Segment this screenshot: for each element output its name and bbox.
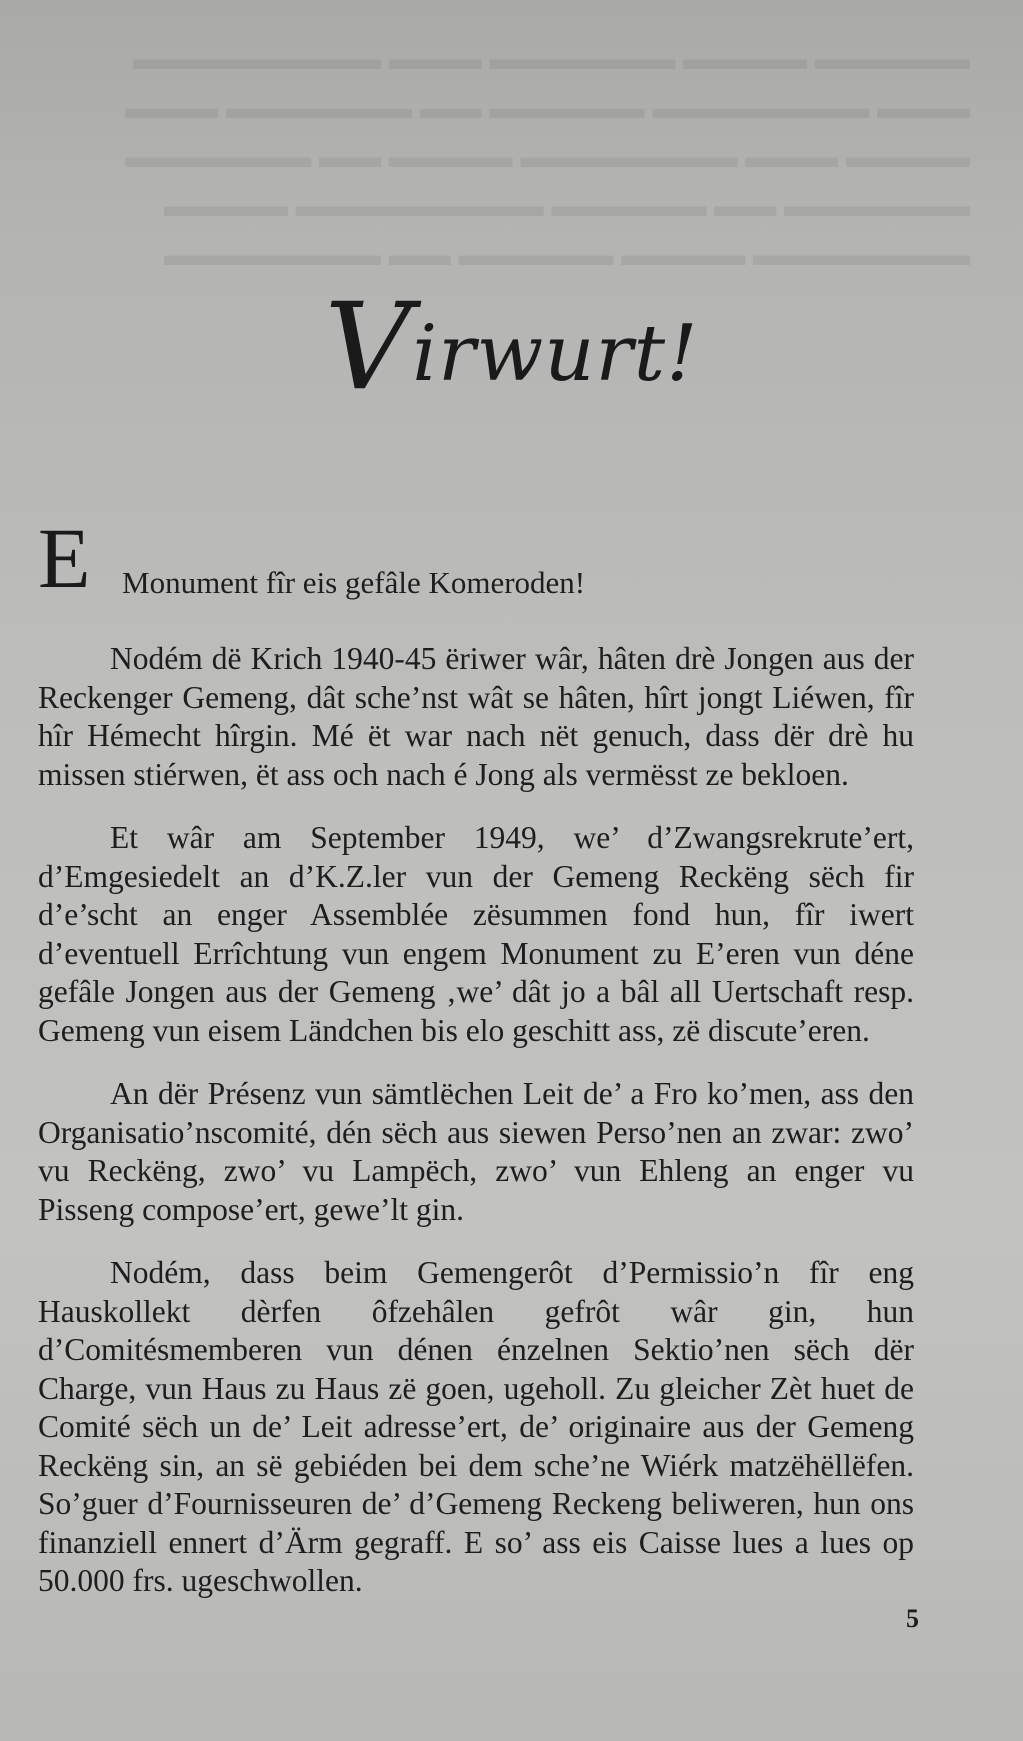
drop-cap-letter: E bbox=[38, 510, 91, 606]
paragraph-4: Nodém, dass beim Gemengerôt d’Permissio’n fîr eng Hauskollekt dèrfen ôfzehâlen gefrôt wâr gin, hun d’Comitésmemberen vun dénen énzelnen Sektio’nen sëch dër Charge, vun Haus zu Haus zë goen, ugeholl. Zu gleicher Zèt huet de Comité sëch un de’ Leit adresse’ert, de’ originaire aus der Gemeng Reckëng sin, an së gebiéden bei dem sche’ne Wiérk matzëhëllëfen. So’guer d’Fournisseuren de’ d’Gemeng Reckeng beliweren, hun ons finanziell ennert d’Ärm gegraff. E so’ ass eis Caisse lues a lues op 50.000 frs. ugeschwollen. bbox=[38, 1255, 914, 1598]
paragraph-3: An dër Présenz vun sämtlëchen Leit de’ a Fro ko’men, ass den Organisatio’nscomité, dén sëch aus siewen Perso’nen an zwar: zwo’ vu Reckëng, zwo’ vu Lampëch, zwo’ vun Ehleng an enger vu Pisseng compose’ert, gewe’lt gin. bbox=[38, 1076, 914, 1227]
body-text bbox=[38, 640, 914, 1626]
page-number: 5 bbox=[906, 1604, 919, 1633]
page-title bbox=[0, 278, 1023, 417]
opening-line: Monument fîr eis gefâle Komeroden! bbox=[122, 565, 586, 600]
title-rest: irwurt! bbox=[412, 309, 699, 399]
paragraph-2: Et wâr am September 1949, we’ d’Zwangsrekrute’ert, d’Emgesiedelt an d’K.Z.ler vun der Gemeng Reckëng sëch fir d’e’scht an enger Assemblée zësummen fond hun, fîr iwert d’eventuell Errîchtung vun engem Monument zu E’eren vun déne gefâle Jongen aus der Gemeng ‚we’ dât jo a bâl all Uertschaft resp. Gemeng vun eisem Ländchen bis elo geschitt ass, zë discute’eren. bbox=[38, 820, 914, 1048]
bleed-through-texture: ▬▬▬▬▬ ▬▬▬▬ ▬▬▬▬▬▬ ▬▬▬ ▬▬▬▬▬▬▬▬ ▬▬▬ ▬▬▬▬▬▬▬ ▬▬▬▬▬ ▬▬ ▬▬▬▬▬▬ ▬▬▬ ▬▬▬▬ ▬▬▬ ▬▬▬▬▬▬▬ ▬▬▬▬ ▬▬ ▬▬▬▬▬▬ ▬▬▬▬▬▬ ▬▬ ▬▬▬▬▬ ▬▬▬▬▬▬▬▬ ▬▬▬▬ ▬▬▬▬▬▬▬ ▬▬▬▬ ▬▬▬▬▬ ▬▬ ▬▬▬▬▬▬▬ bbox=[125, 41, 970, 272]
title-initial: V bbox=[324, 278, 413, 417]
paragraph-1: Nodém dë Krich 1940-45 ëriwer wâr, hâten drè Jongen aus der Reckenger Gemeng, dât sche’nst wât se hâten, hîrt jongt Liéwen, fîr hîr Hémecht hîrgin. Mé ët war nach nët genuch, dass dër drè hu missen stiérwen, ët ass och nach é Jong als vermësst ze bekloen. bbox=[38, 641, 914, 792]
